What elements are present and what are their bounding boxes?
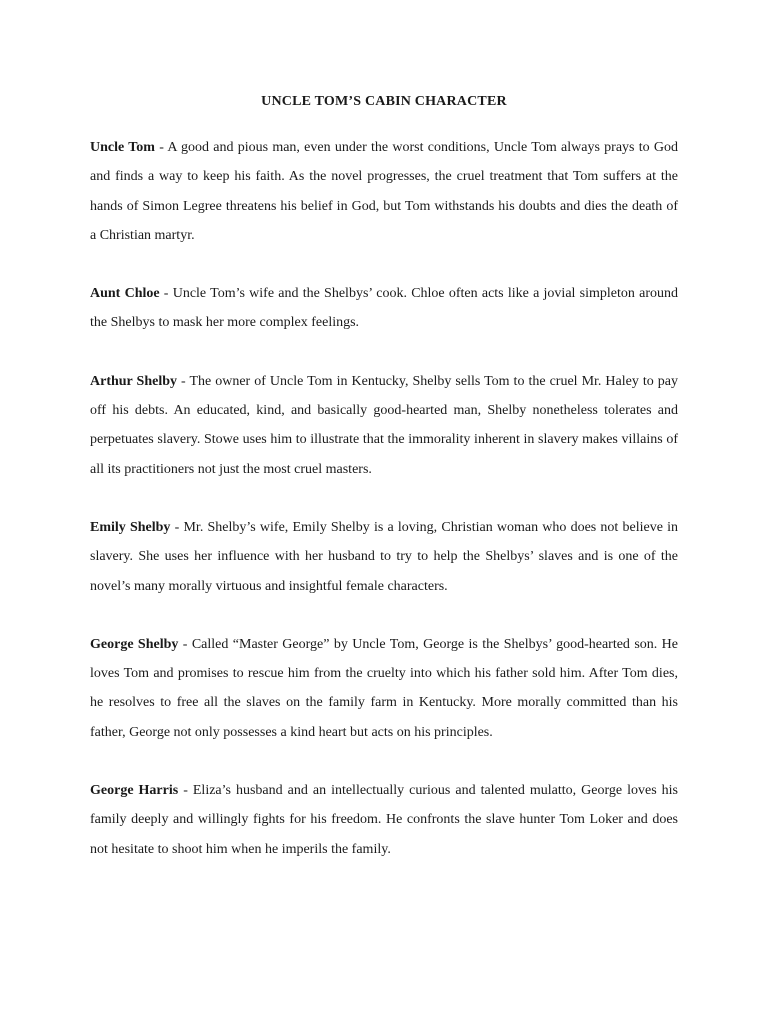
character-description: Called “Master George” by Uncle Tom, George is the Shelbys’ good-hearted son. He loves Tom and promises to rescue him from the cruelty into which his father sold him. After Tom dies, he resolves to free all the slaves on the family farm in Kentucky. More morally committed than his father, George not only possesses a kind heart but acts on his principles. bbox=[90, 636, 678, 740]
character-name: George Harris bbox=[90, 783, 179, 799]
name-separator: - bbox=[178, 636, 192, 652]
character-description: Uncle Tom’s wife and the Shelbys’ cook. Chloe often acts like a jovial simpleton around the Shelbys to mask her more complex feelings. bbox=[90, 286, 678, 331]
character-entry-emily-shelby bbox=[90, 513, 678, 601]
name-separator: - bbox=[170, 519, 184, 535]
name-separator: - bbox=[177, 373, 190, 389]
document-page bbox=[90, 93, 678, 893]
character-name: Emily Shelby bbox=[90, 519, 171, 535]
name-separator: - bbox=[154, 140, 168, 155]
document-title: UNCLE TOM’S CABIN CHARACTER bbox=[261, 94, 507, 109]
character-entry-george-shelby bbox=[90, 630, 678, 747]
character-entry-george-harris bbox=[90, 776, 678, 864]
character-description: The owner of Uncle Tom in Kentucky, Shelby sells Tom to the cruel Mr. Haley to pay off his debts. An educated, kind, and basically good-hearted man, Shelby nonetheless tolerates and perpetuates slavery. Stowe uses him to illustrate that the immorality inherent in slavery makes villains of all its practitioners not just the most cruel masters. bbox=[90, 373, 678, 477]
character-description: Eliza’s husband and an intellectually curious and talented mulatto, George loves his family deeply and willingly fights for his freedom. He confronts the slave hunter Tom Loker and does not hesitate to shoot him when he imperils the family. bbox=[90, 783, 679, 857]
character-description: A good and pious man, even under the worst conditions, Uncle Tom always prays to God and finds a way to keep his faith. As the novel progresses, the cruel treatment that Tom suffers at the hands of Simon Legree threatens his belief in God, but Tom withstands his doubts and dies the death of a Christian martyr. bbox=[90, 140, 679, 243]
character-name: Aunt Chloe bbox=[90, 286, 160, 302]
character-entry-aunt-chloe bbox=[90, 279, 678, 338]
character-description: Mr. Shelby’s wife, Emily Shelby is a loving, Christian woman who does not believe in slavery. She uses her influence with her husband to try to help the Shelbys’ slaves and is one of the novel’s many morally virtuous and insightful female characters. bbox=[90, 519, 678, 594]
character-entry-arthur-shelby bbox=[90, 367, 678, 484]
name-separator: - bbox=[159, 286, 173, 302]
character-name: George Shelby bbox=[90, 636, 179, 652]
character-name: Arthur Shelby bbox=[90, 373, 177, 389]
character-entry-uncle-tom bbox=[90, 133, 678, 250]
name-separator: - bbox=[178, 783, 193, 799]
character-name: Uncle Tom bbox=[90, 140, 155, 155]
